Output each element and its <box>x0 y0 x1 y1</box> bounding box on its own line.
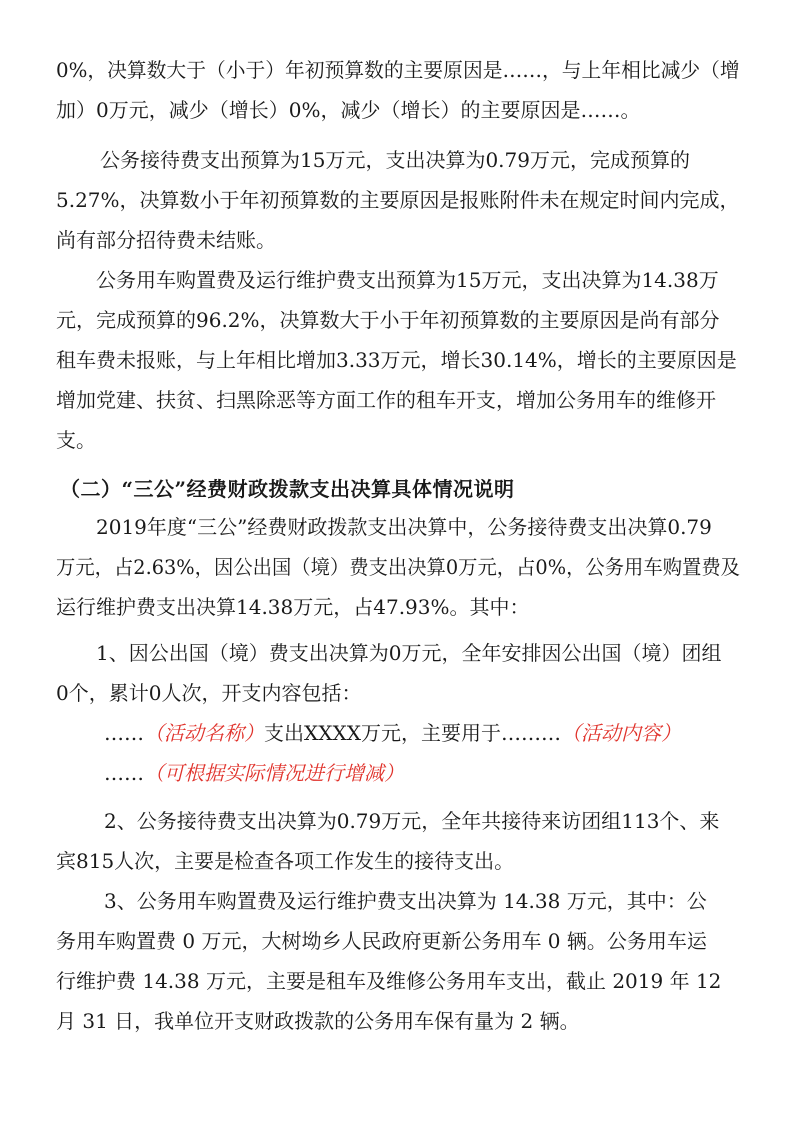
template-line <box>104 758 404 788</box>
template-note-activity-content: （活动内容） <box>560 721 681 745</box>
text-line: 月 31 日，我单位开支财政拨款的公务用车保有量为 2 辆。 <box>56 1009 580 1033</box>
text-line: 5.27%，决算数小于年初预算数的主要原因是报账附件未在规定时间内完成， <box>56 188 740 212</box>
text-line: 支。 <box>56 428 96 452</box>
template-note-activity-name: （活动名称） <box>144 721 264 745</box>
text-line: 0个，累计0人次，开支内容包括： <box>56 681 362 705</box>
ellipsis-prefix: …… <box>104 721 144 745</box>
text-line: 公务用车购置费及运行维护费支出预算为15万元，支出决算为14.38万 <box>96 268 719 292</box>
text-line: 宾815人次，主要是检查各项工作发生的接待支出。 <box>56 849 515 873</box>
text-line: 3、公务用车购置费及运行维护费支出决算为 14.38 万元，其中：公 <box>104 889 707 913</box>
text-line: 2、公务接待费支出决算为0.79万元，全年共接待来访团组113个、来 <box>104 809 720 833</box>
template-line <box>104 718 681 748</box>
text-line: 0%，决算数大于（小于）年初预算数的主要原因是……，与上年相比减少（增 <box>56 58 740 82</box>
text-line: 2019年度“三公”经费财政拨款支出决算中，公务接待费支出决算0.79 <box>96 515 712 539</box>
text-line: 行维护费 14.38 万元，主要是租车及维修公务用车支出，截止 2019 年 12 <box>56 969 722 993</box>
ellipsis-prefix: …… <box>104 761 144 785</box>
text-line: 万元，占2.63%，因公出国（境）费支出决算0万元，占0%，公务用车购置费及 <box>56 555 740 579</box>
text-line: 公务接待费支出预算为15万元，支出决算为0.79万元，完成预算的 <box>100 148 690 172</box>
text-line: 增加党建、扶贫、扫黑除恶等方面工作的租车开支，增加公务用车的维修开 <box>56 388 716 412</box>
text-line: 1、因公出国（境）费支出决算为0万元，全年安排因公出国（境）团组 <box>96 641 722 665</box>
text-line: 务用车购置费 0 万元，大树坳乡人民政府更新公务用车 0 辆。公务用车运 <box>56 929 707 953</box>
section-heading: （二）“三公”经费财政拨款支出决算具体情况说明 <box>60 477 515 501</box>
text-line: 尚有部分招待费未结账。 <box>56 228 276 252</box>
template-text: 支出XXXX万元，主要用于……… <box>264 721 561 745</box>
template-note-adjust: （可根据实际情况进行增减） <box>144 761 404 785</box>
text-line: 加）0万元，减少（增长）0%，减少（增长）的主要原因是……。 <box>56 98 641 122</box>
text-line: 运行维护费支出决算14.38万元，占47.93%。其中： <box>56 595 530 619</box>
text-line: 租车费未报账，与上年相比增加3.33万元，增长30.14%，增长的主要原因是 <box>56 348 737 372</box>
text-line: 元，完成预算的96.2%，决算数大于小于年初预算数的主要原因是尚有部分 <box>56 308 720 332</box>
